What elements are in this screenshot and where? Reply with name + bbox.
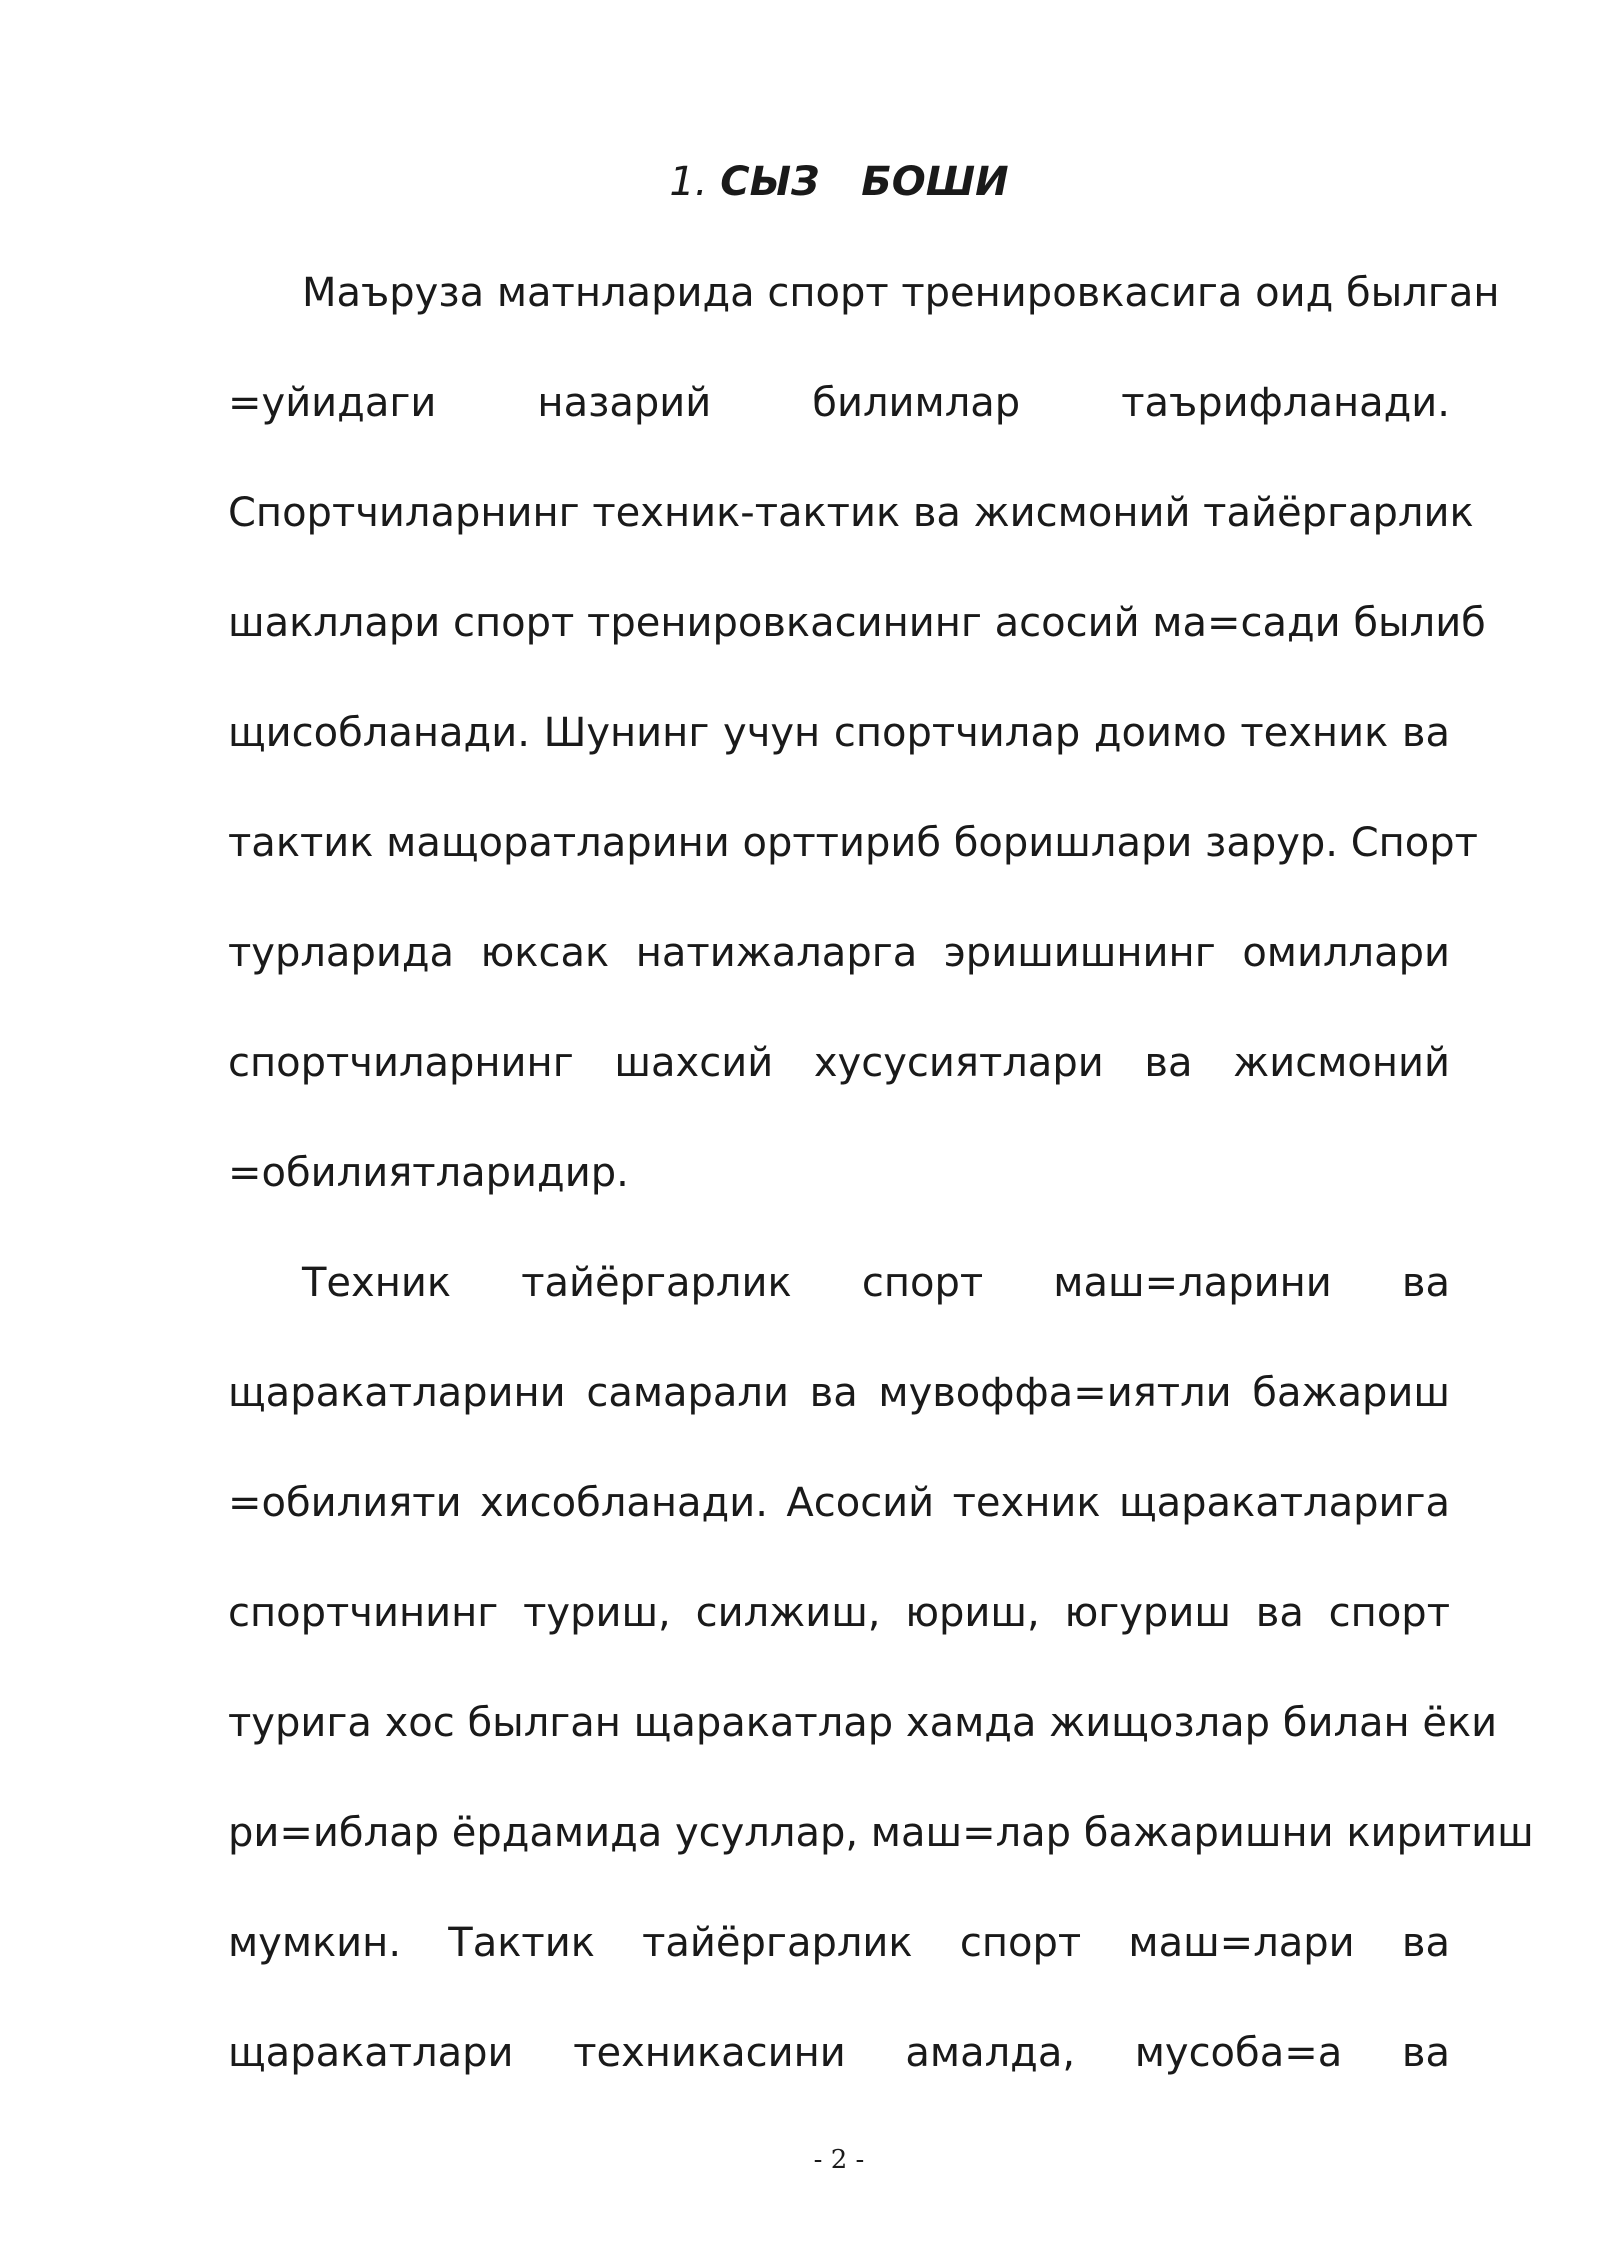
text-line: тактик мащоратларини орттириб боришлари зарур. Спорт [228, 820, 1478, 866]
body-text [228, 262, 1534, 2132]
text-line: щисобланади. Шунинг учун спортчилар доимо техник ва [228, 710, 1450, 756]
page-number: - 2 - [813, 2145, 865, 2175]
text-line: Спортчиларнинг техник-тактик ва жисмоний тайёргарлик [228, 490, 1474, 536]
text-line: спортчининг туриш, силжиш, юриш, югуриш ва спорт [228, 1590, 1450, 1636]
text-line: щаракатларини самарали ва мувоффа=иятли бажариш [228, 1370, 1450, 1416]
section-heading [228, 158, 1450, 206]
text-line: =обилияти хисобланади. Асосий техник щаракатларига [228, 1480, 1450, 1526]
text-line: щаракатлари техникасини амалда, мусоба=а ва [228, 2030, 1450, 2076]
text-line: =уйидаги назарий билимлар таърифланади. [228, 380, 1450, 426]
text-line: турларида юксак натижаларга эришишнинг омиллари [228, 930, 1450, 976]
section-number: 1. [669, 159, 708, 205]
text-line: турига хос былган щаракатлар хамда жищозлар билан ёки [228, 1700, 1498, 1746]
section-title: СЫЗ БОШИ [720, 159, 1009, 205]
text-line: спортчиларнинг шахсий хусусиятлари ва жисмоний [228, 1040, 1450, 1086]
text-line: ри=иблар ёрдамида усуллар, маш=лар бажаришни киритиш [228, 1810, 1534, 1856]
text-line: мумкин. Тактик тайёргарлик спорт маш=лари ва [228, 1920, 1450, 1966]
text-line: шакллари спорт тренировкасининг асосий ма=сади былиб [228, 600, 1486, 646]
text-line: =обилиятларидир. [228, 1150, 629, 1196]
text-line: Маъруза матнларида спорт тренировкасига оид былган [302, 270, 1500, 316]
text-line: Техник тайёргарлик спорт маш=ларини ва [302, 1260, 1450, 1306]
